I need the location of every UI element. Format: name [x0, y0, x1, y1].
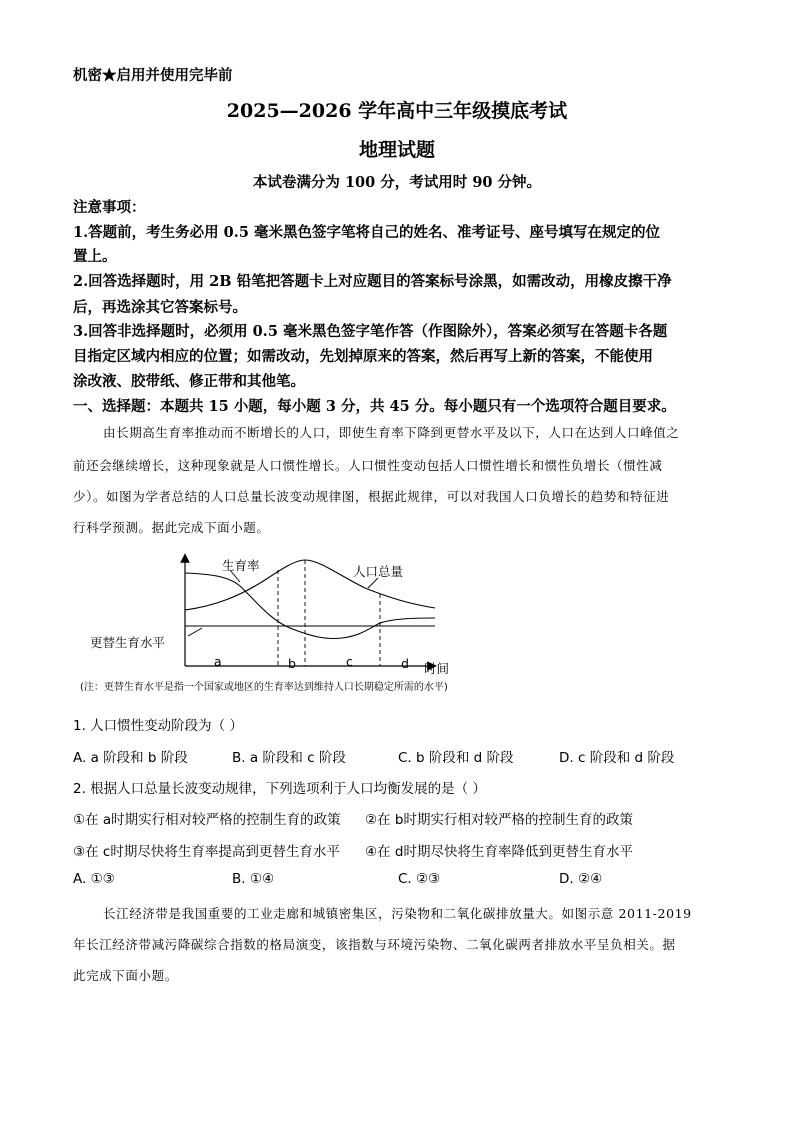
stage-d-label: d [401, 656, 409, 671]
q1-option-a[interactable]: A. a 阶段和 b 阶段 [73, 750, 188, 766]
notice-line: 3.回答非选择题时，必须用 0.5 毫米黑色签字笔作答（作图除外），答案必须写在答题卡各题 [73, 323, 668, 340]
notice-line: 目指定区域内相应的位置；如需改动，先划掉原来的答案，然后再写上新的答案，不能使用 [73, 348, 653, 365]
q1-option-c[interactable]: C. b 阶段和 d 阶段 [398, 750, 514, 766]
q1-stem: 1. 人口惯性变动阶段为（ ） [73, 718, 243, 734]
notice-line: 涂改液、胶带纸、修正带和其他笔。 [73, 373, 305, 390]
passage-line: 少）。如图为学者总结的人口总量长波变动规律图，根据此规律，可以对我国人口负增长的趋势和特征进 [73, 489, 670, 504]
exam-info: 本试卷满分为 100 分，考试用时 90 分钟。 [252, 174, 542, 191]
time-axis-label: 时间 [424, 661, 450, 676]
q2-option-c[interactable]: C. ②③ [398, 871, 441, 887]
stage-a-label: a [214, 654, 222, 669]
q2-option-d[interactable]: D. ②④ [559, 871, 603, 887]
birth-rate-label: 生育率 [222, 558, 260, 573]
q2-stem: 2. 根据人口总量长波变动规律，下列选项利于人口均衡发展的是（ ） [73, 781, 486, 797]
population-label: 人口总量 [353, 564, 404, 579]
q2-statement: ④在 d时期尽快将生育率降低到更替生育水平 [365, 844, 633, 860]
passage-line: 由长期高生育率推动而不断增长的人口，即使生育率下降到更替水平及以下，人口在达到人口峰值之 [103, 425, 680, 440]
passage-line: 前还会继续增长，这种现象就是人口惯性增长。人口惯性变动包括人口惯性增长和惯性负增长（惯性减 [73, 458, 663, 473]
replacement-leader [188, 628, 202, 636]
q2-statement: ②在 b时期实行相对较严格的控制生育的政策 [365, 812, 633, 828]
notice-line: 置上。 [73, 248, 117, 265]
notice-line: 2.回答选择题时，用 2B 铅笔把答题卡上对应题目的答案标号涂黑，如需改动，用橡皮擦干净 [73, 273, 672, 290]
birth-rate-curve [185, 573, 435, 639]
stage-c-label: c [346, 654, 353, 669]
notice-heading: 注意事项： [73, 199, 146, 216]
exam-title: 2025—2026 学年高中三年级摸底考试 [226, 100, 568, 122]
q1-option-b[interactable]: B. a 阶段和 c 阶段 [232, 750, 346, 766]
passage-line: 此完成下面小题。 [73, 968, 178, 983]
q2-option-a[interactable]: A. ①③ [73, 871, 115, 887]
notice-line: 后，再选涂其它答案标号。 [73, 299, 247, 316]
confidential-label: 机密★启用并使用完毕前 [73, 67, 233, 84]
replacement-label: 更替生育水平 [90, 635, 166, 650]
stage-b-label: b [288, 656, 296, 671]
section-heading: 一、选择题：本题共 15 小题，每小题 3 分，共 45 分。每小题只有一个选项符合题目要求。 [73, 398, 676, 415]
passage-line: 行科学预测。据此完成下面小题。 [73, 520, 270, 535]
passage-line: 长江经济带是我国重要的工业走廊和城镇密集区，污染物和二氧化碳排放量大。如图示意 2011-2019 [103, 906, 692, 921]
q2-statement: ③在 c时期尽快将生育率提高到更替生育水平 [73, 844, 340, 860]
figure-note: (注：更替生育水平是指一个国家或地区的生育率达到维持人口长期稳定所需的水平) [80, 682, 448, 693]
notice-line: 1.答题前，考生务必用 0.5 毫米黑色签字笔将自己的姓名、准考证号、座号填写在规定的位 [73, 224, 660, 241]
q2-statement: ①在 a时期实行相对较严格的控制生育的政策 [73, 812, 341, 828]
subject-title: 地理试题 [358, 139, 435, 161]
q1-option-d[interactable]: D. c 阶段和 d 阶段 [559, 750, 675, 766]
passage-line: 年长江经济带减污降碳综合指数的格局演变，该指数与环境污染物、二氧化碳两者排放水平呈负相关。据 [73, 937, 676, 952]
q2-option-b[interactable]: B. ①④ [232, 871, 275, 887]
